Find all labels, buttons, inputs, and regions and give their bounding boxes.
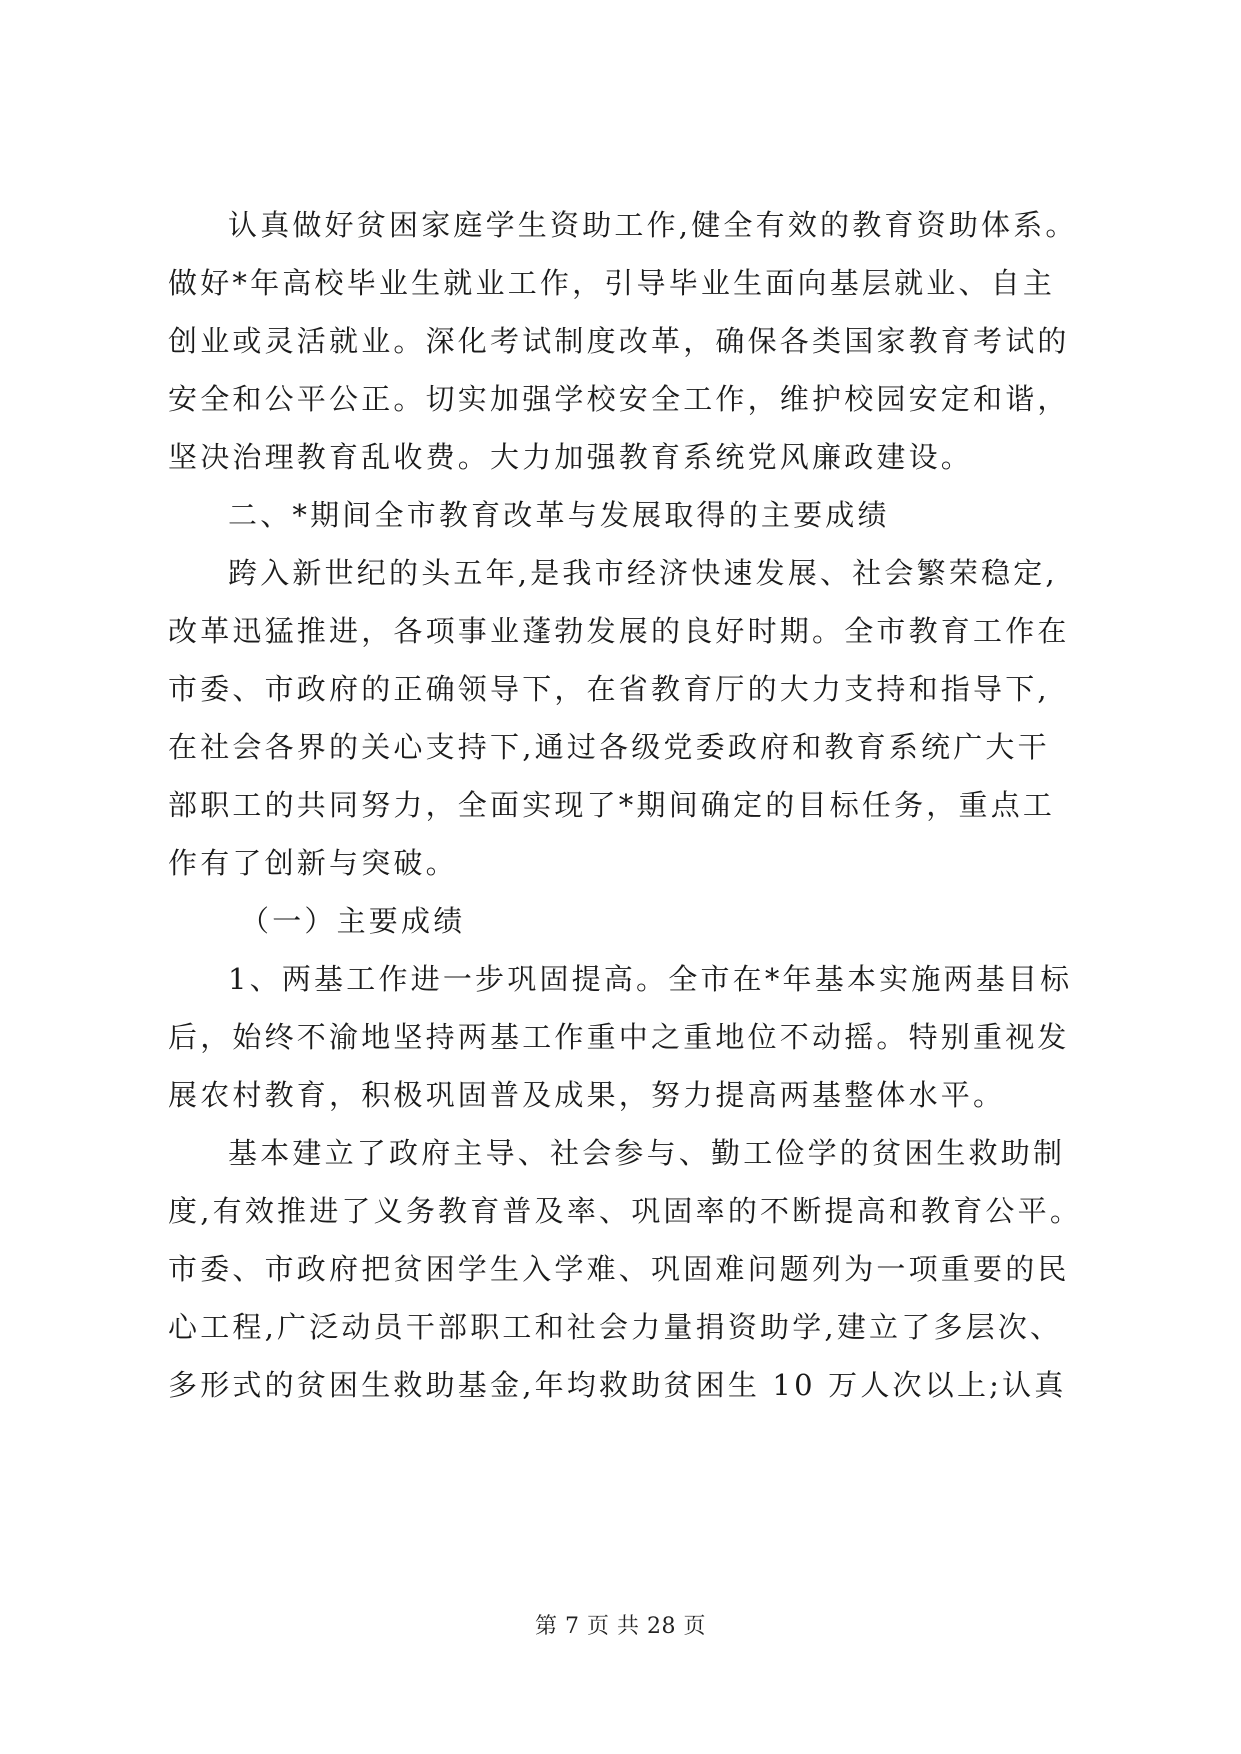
paragraph-line: 改革迅猛推进，各项事业蓬勃发展的良好时期。全市教育工作在 [168, 614, 1070, 648]
page-number-footer: 第 7 页 共 28 页 [535, 1614, 706, 1639]
paragraph-line: 基本建立了政府主导、社会参与、勤工俭学的贫困生救助制 [228, 1136, 1066, 1170]
paragraph-line: 度,有效推进了义务教育普及率、巩固率的不断提高和教育公平。 [168, 1194, 1083, 1228]
paragraph-line: 部职工的共同努力，全面实现了*期间确定的目标任务，重点工 [168, 788, 1056, 822]
subsection-heading: （一）主要成绩 [240, 904, 466, 938]
paragraph-line: 作有了创新与突破。 [168, 846, 458, 880]
paragraph-line: 多形式的贫困生救助基金,年均救助贫困生 10 万人次以上;认真 [168, 1368, 1067, 1402]
document-body [168, 196, 1088, 1414]
section-heading: 二、*期间全市教育改革与发展取得的主要成绩 [228, 498, 890, 532]
paragraph-line: 后，始终不渝地坚持两基工作重中之重地位不动摇。特别重视发 [168, 1020, 1070, 1054]
paragraph-line: 创业或灵活就业。深化考试制度改革，确保各类国家教育考试的 [168, 324, 1070, 358]
paragraph-line: 市委、市政府把贫困学生入学难、巩固难问题列为一项重要的民 [168, 1252, 1070, 1286]
paragraph-line: 做好*年高校毕业生就业工作，引导毕业生面向基层就业、自主 [168, 266, 1056, 300]
paragraph-line: 认真做好贫困家庭学生资助工作,健全有效的教育资助体系。 [228, 208, 1078, 242]
paragraph-line: 跨入新世纪的头五年,是我市经济快速发展、社会繁荣稳定, [228, 556, 1058, 590]
paragraph-line: 1、两基工作进一步巩固提高。全市在*年基本实施两基目标 [228, 962, 1073, 996]
paragraph-line: 安全和公平公正。切实加强学校安全工作，维护校园安定和谐， [168, 382, 1070, 416]
paragraph-line: 在社会各界的关心支持下,通过各级党委政府和教育系统广大干 [168, 730, 1050, 764]
paragraph-line: 市委、市政府的正确领导下，在省教育厅的大力支持和指导下, [168, 672, 1050, 706]
paragraph-line: 心工程,广泛动员干部职工和社会力量捐资助学,建立了多层次、 [168, 1310, 1063, 1344]
paragraph-line: 展农村教育，积极巩固普及成果，努力提高两基整体水平。 [168, 1078, 1006, 1112]
paragraph-line: 坚决治理教育乱收费。大力加强教育系统党风廉政建设。 [168, 440, 974, 474]
